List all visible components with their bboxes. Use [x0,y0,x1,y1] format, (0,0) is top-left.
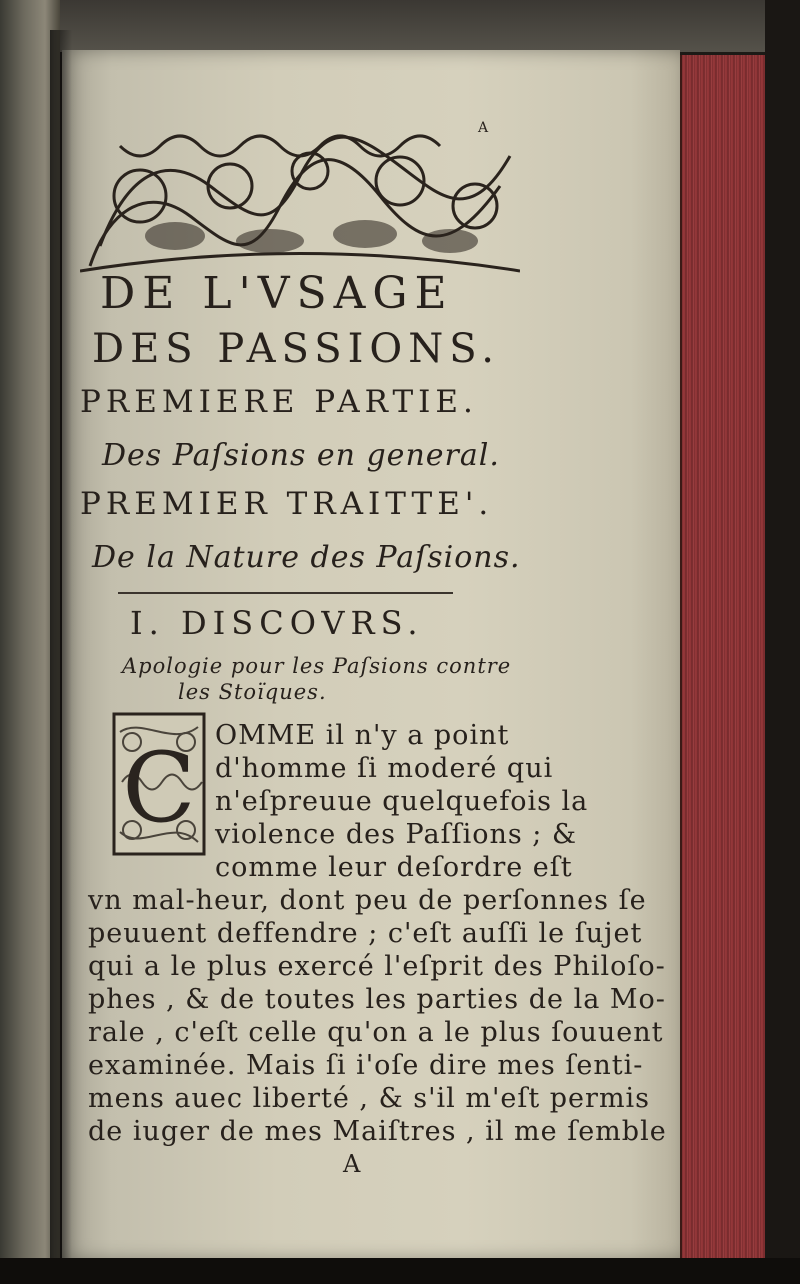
part-subtitle: Des Paſsions en general. [102,438,500,473]
page-edges-red [680,55,767,1260]
catchword: A [343,1150,361,1178]
book-background-top [60,0,765,52]
main-title-line-1: DE L'VSAGE [100,268,454,319]
book-cover-edge [765,0,800,1284]
body-line: peuuent deffendre ; c'eſt auſſi le ſujet [88,918,643,949]
body-line: qui a le plus exercé l'eſprit des Philoſo- [88,951,666,982]
body-line: rale , c'eſt celle qu'on a le plus ſouuent [88,1017,664,1048]
body-line: examinée. Mais ſi i'oſe dire mes ſenti- [88,1050,644,1081]
body-line: OMME il n'y a point [215,720,510,751]
section-rule [118,592,453,594]
body-line: violence des Paſſions ; & [215,819,577,850]
body-line: n'eſpreuue quelquefois la [215,786,589,817]
main-title-line-2: DES PASSIONS. [92,326,500,372]
body-line: mens auec liberté , & s'il m'eſt permis [88,1083,651,1114]
discourse-heading: I. DISCOVRS. [130,604,424,642]
treatise-subtitle: De la Nature des Paſsions. [92,540,521,575]
body-line: de iuger de mes Maiſtres , il me ſemble [88,1116,667,1147]
book-background-bottom [0,1258,800,1284]
signature-mark: A [478,120,489,136]
body-line: d'homme ſi moderé qui [215,753,554,784]
treatise-heading: PREMIER TRAITTE'. [80,486,494,522]
discourse-summary-line-1: Apologie pour les Paſsions contre [122,654,512,678]
ornamental-headpiece [80,126,520,276]
body-line: comme leur deſordre eſt [215,852,573,883]
gutter-shadow [50,30,72,1260]
part-heading: PREMIERE PARTIE. [80,384,478,420]
decorated-initial [112,712,206,856]
body-line: phes , & de toutes les parties de la Mo- [88,984,666,1015]
body-line: vn mal-heur, dont peu de perſonnes ſe [88,885,647,916]
discourse-summary-line-2: les Stoïques. [178,680,327,704]
initial-letter: C [122,732,196,844]
